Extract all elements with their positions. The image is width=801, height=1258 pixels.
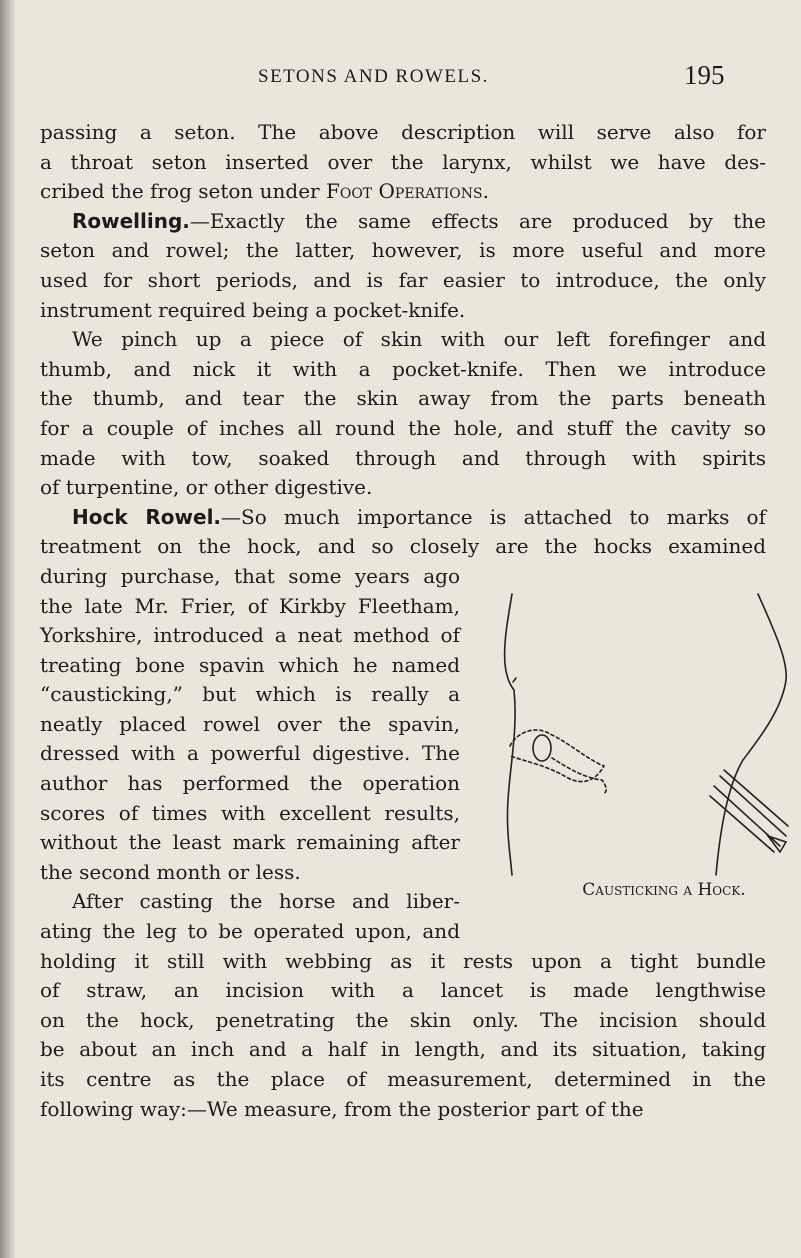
section-heading-hock-rowel: Hock Rowel. bbox=[72, 504, 222, 529]
text-line: treatment on the hock, and so closely are the hocks examined bbox=[40, 534, 766, 559]
section-heading-rowelling: Rowelling. bbox=[72, 208, 190, 233]
text-line: thumb, and nick it with a pocket-knife. Then we introduce bbox=[40, 356, 766, 381]
rowel-circle bbox=[533, 735, 551, 761]
text-line: Yorkshire, introduced a neat method of bbox=[40, 623, 460, 648]
text-line: the late Mr. Frier, of Kirkby Fleetham, bbox=[40, 593, 460, 618]
text-fragment: cribed the frog seton under bbox=[40, 179, 326, 204]
text-line: without the least mark remaining after bbox=[40, 830, 460, 855]
text-line: a throat seton inserted over the larynx, whilst we have des- bbox=[40, 149, 766, 174]
cross-reference: Foot Operations bbox=[325, 179, 483, 204]
text-line: of turpentine, or other digestive. bbox=[40, 475, 373, 500]
text-line: “causticking,” but which is really a bbox=[40, 682, 460, 707]
text-line: the second month or less. bbox=[40, 859, 301, 884]
page-header bbox=[0, 60, 801, 100]
text-line: holding it still with webbing as it rests upon a tight bundle bbox=[40, 948, 766, 973]
text-line: of straw, an incision with a lancet is made lengthwise bbox=[40, 978, 766, 1003]
text-line: scores of times with excellent results, bbox=[40, 800, 460, 825]
text-line bbox=[40, 503, 766, 533]
skin-mark bbox=[513, 678, 516, 682]
hock-band bbox=[720, 776, 786, 836]
text-line: be about an inch and a half in length, and its situation, taking bbox=[40, 1037, 766, 1062]
leg-front-outline bbox=[505, 594, 516, 875]
figure-caption: Causticking a Hock. bbox=[582, 880, 746, 900]
text-line: the thumb, and tear the skin away from the parts beneath bbox=[40, 386, 766, 411]
text-line: during purchase, that some years ago bbox=[40, 563, 460, 588]
text-line: We pinch up a piece of skin with our left forefinger and bbox=[72, 327, 766, 352]
hock-illustration bbox=[488, 590, 800, 880]
text-line: After casting the horse and liber- bbox=[72, 889, 460, 914]
text-line: for a couple of inches all round the hole, and stuff the cavity so bbox=[40, 415, 766, 440]
text-line bbox=[40, 207, 766, 237]
text-line: following way:—We measure, from the posterior part of the bbox=[40, 1096, 644, 1121]
incision-outline bbox=[510, 730, 604, 782]
page-binding-shadow bbox=[0, 0, 16, 1258]
text-fragment: —So much importance is attached to marks of bbox=[221, 504, 766, 529]
text-line: its centre as the place of measurement, determined in the bbox=[40, 1067, 766, 1091]
text-line: neatly placed rowel over the spavin, bbox=[40, 711, 460, 736]
text-line: on the hock, penetrating the skin only. The incision should bbox=[40, 1007, 766, 1032]
text-line: used for short periods, and is far easier to introduce, the only bbox=[40, 267, 766, 292]
text-line bbox=[40, 177, 766, 207]
text-line: ating the leg to be operated upon, and bbox=[40, 919, 460, 944]
text-line: instrument required being a pocket-knife. bbox=[40, 297, 466, 322]
text-fragment: . bbox=[482, 179, 489, 204]
text-line: author has performed the operation bbox=[40, 771, 460, 796]
page-number: 195 bbox=[684, 60, 725, 90]
running-head: SETONS AND ROWELS. bbox=[258, 66, 489, 87]
text-line: passing a seton. The above description will serve also for bbox=[40, 120, 766, 144]
text-fragment: —Exactly the same effects are produced by the bbox=[189, 208, 766, 233]
text-line: made with tow, soaked through and through with spirits bbox=[40, 445, 766, 470]
text-line: seton and rowel; the latter, however, is more useful and more bbox=[40, 238, 766, 263]
text-line: treating bone spavin which he named bbox=[40, 652, 460, 677]
text-line: dressed with a powerful digestive. The bbox=[40, 741, 460, 766]
